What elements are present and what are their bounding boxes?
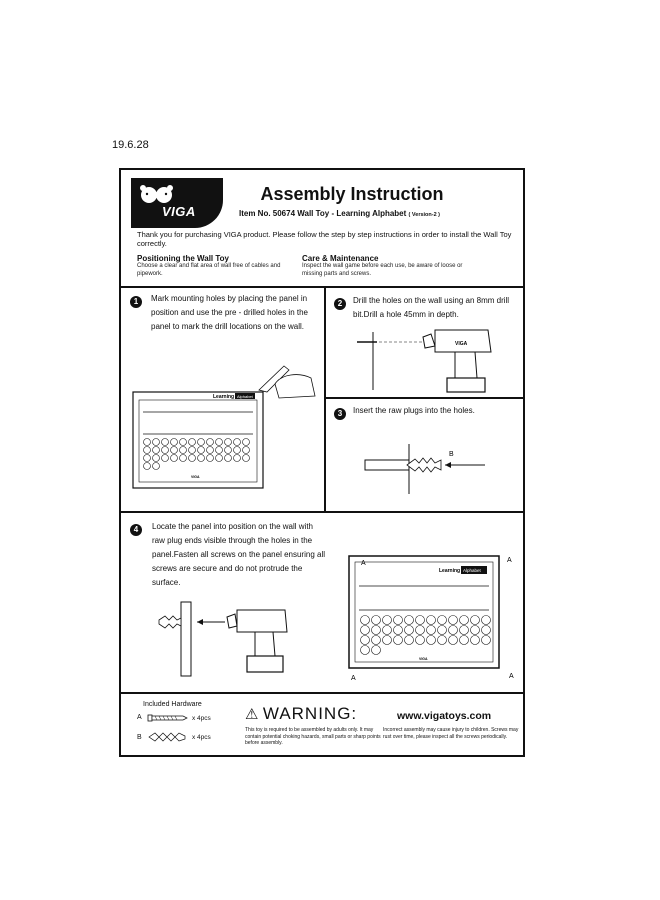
- plug-illustration-step-3: [349, 438, 499, 498]
- step-3-text: Insert the raw plugs into the holes.: [353, 406, 475, 415]
- instruction-sheet: [119, 168, 525, 757]
- screw-marker-top-right: A: [507, 557, 512, 564]
- panel-brand-label: VIGA: [191, 475, 200, 479]
- warning-label: WARNING:: [262, 704, 358, 723]
- page-title: Assembly Instruction: [260, 184, 444, 204]
- drill-icon: [227, 610, 287, 632]
- panel-illustration-step-1: [129, 362, 319, 502]
- hardware-a-qty: x 4pcs: [192, 715, 211, 722]
- date-stamp: 19.6.28: [112, 139, 149, 151]
- screw-illustration-step-4: [151, 598, 301, 678]
- hand-icon: [275, 375, 315, 398]
- logo-text: VIGA: [162, 204, 196, 219]
- care-section: [302, 254, 472, 278]
- hardware-title: Included Hardware: [143, 701, 202, 708]
- drill-illustration-step-2: [343, 322, 503, 394]
- step-4-number: 4: [130, 524, 142, 536]
- divider: [121, 286, 523, 288]
- hardware-a-label: A: [137, 714, 142, 721]
- step-3-number: 3: [334, 408, 346, 420]
- warning-heading: [245, 704, 357, 724]
- plug-marker: B: [449, 451, 454, 458]
- drill-label: VIGA: [455, 341, 468, 347]
- warning-text-1: This toy is required to be assembled by adults only. It may contain potential choking hazards, small parts or sharp points before assembly.: [245, 727, 381, 746]
- warning-text-2: Incorrect assembly may cause injury to children. Screws may rust over time, please inspect all the screws periodically.: [383, 727, 519, 740]
- divider: [121, 692, 523, 694]
- step-1-text: Mark mounting holes by placing the panel in position and use the pre - drilled holes in the panel to mark the drill locations on the wall.: [151, 294, 308, 331]
- screw-icon: [159, 616, 181, 628]
- screw-icon: [147, 713, 189, 723]
- website-link[interactable]: www.vigatoys.com: [397, 710, 492, 722]
- divider: [121, 511, 523, 513]
- care-text: Inspect the wall game before each use, be aware of loose or missing parts and screws.: [302, 263, 463, 277]
- step-2-text: Drill the holes on the wall using an 8mm drill bit.Drill a hole 45mm in depth.: [353, 296, 510, 319]
- hardware-b-label: B: [137, 734, 142, 741]
- step-1-number: 1: [130, 296, 142, 308]
- care-heading: Care & Maintenance: [302, 254, 379, 263]
- positioning-section: [137, 254, 287, 278]
- positioning-text: Choose a clear and flat area of wall free of cables and pipework.: [137, 263, 281, 277]
- intro-text: Thank you for purchasing VIGA product. Please follow the step by step instructions in order to install the Wall Toy correctly.: [137, 230, 512, 248]
- warning-icon: ⚠: [245, 706, 259, 723]
- item-line: [239, 209, 440, 218]
- panel-illustration-step-4: [339, 550, 523, 686]
- screw-marker-bottom-left: A: [351, 675, 356, 682]
- panel-learning-label: Learning: [213, 394, 235, 400]
- wall-plug-icon: [407, 458, 441, 472]
- version-label: ( Version-2 ): [408, 212, 441, 218]
- step-2-number: 2: [334, 298, 346, 310]
- item-number: Item No. 50674 Wall Toy - Learning Alphabet: [239, 209, 407, 218]
- panel-alphabet-label: Alphabet: [237, 394, 253, 399]
- screw-marker-bottom-right: A: [509, 673, 514, 680]
- screw-marker-top-left: A: [361, 560, 366, 567]
- panel-brand-label: VIGA: [419, 657, 428, 661]
- panel-learning-label: Learning: [439, 568, 461, 574]
- divider: [324, 286, 326, 512]
- wall-plug-icon: [147, 730, 189, 744]
- step-4-text: Locate the panel into position on the wall with raw plug ends visible through the holes in the panel.Fasten all screws on the panel ensuring all screws are secure and do not protrude the surface.: [152, 522, 325, 587]
- hardware-b-qty: x 4pcs: [192, 734, 211, 741]
- panel-alphabet-label: Alphabet: [463, 568, 481, 573]
- positioning-heading: Positioning the Wall Toy: [137, 254, 229, 263]
- divider: [324, 397, 523, 399]
